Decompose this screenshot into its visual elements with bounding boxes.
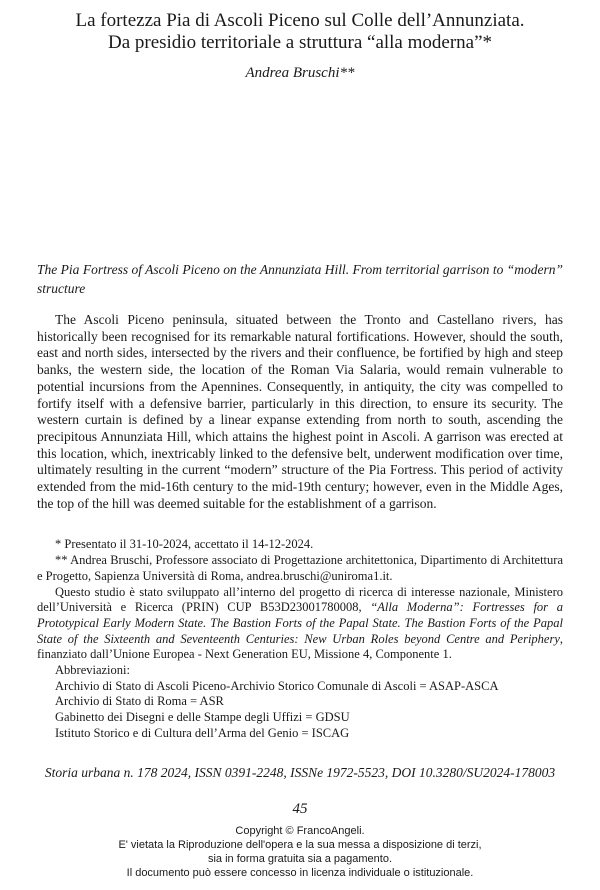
abstract-body-paragraph: The Ascoli Piceno peninsula, situated between the Tronto and Castellano rivers, has historically been recognised for its remarkable natural fortifications. However, should the south, east and north sides, intersected by the rivers and their confluence, be fortified by high and steep banks, the western side, the location of the Roman Via Salaria, would remain vulnerable to potential incursions from the Apennines. Consequently, in antiquity, the city was compelled to fortify itself with a defensive barrier, particularly in this direction, to ensure its security. The western curtain is defined by a linear expanse extending from north to south, ascending the precipitous Annunziata Hill, which attains the highest point in Ascoli. A garrison was erected at this location, which, inextricably linked to the defensive belt, underwent modification over time, ultimately resulting in the current “modern” structure of the Pia Fortress. This period of activity extended from the mid-16th century to the mid-19th century; however, even in the Middle Ages, the top of the hill was deemed suitable for the establishment of a garrison. (37, 312, 563, 511)
author-name: Andrea Bruschi** (245, 65, 355, 81)
page-number: 45 (292, 801, 308, 817)
footnote-study-funding (37, 585, 563, 664)
copyright-notice (0, 824, 600, 880)
copyright-line-2: E' vietata la Riproduzione dell'opera e la sua messa a disposizione di terzi, (118, 839, 482, 851)
abbreviation-item-gdsu: Gabinetto dei Disegni e delle Stampe degli Uffizi = GDSU (55, 710, 350, 725)
footnote-study-project-title: “Alla Moderna”: Fortresses for a Prototypical Early Modern State. The Bastion Forts of the Papal State. The Bastion Forts of the Papal State of the Sixteenth and Seventeenth Centuries: New Urban Roles beyond Centre and Periphery (37, 600, 563, 646)
article-title-line-1: La fortezza Pia di Ascoli Piceno sul Colle dell’Annunziata. (75, 10, 525, 31)
footnote-presented: * Presentato il 31-10-2024, accettato il 14-12-2024. (55, 537, 314, 552)
article-title-line-2: Da presidio territoriale a struttura “alla moderna”* (107, 31, 493, 53)
copyright-line-3: sia in forma gratuita sia a pagamento. (207, 853, 393, 865)
footnote-study-roman-1: Questo studio è stato sviluppato all’interno del progetto di ricerca di interesse nazionale, Ministero dell’Università e Ricerca (PRIN) CUP B53D23001780008, (37, 584, 563, 615)
footnote-study-roman-2: , finanziato dall’Unione Europea - Next Generation EU, Missione 4, Componente 1. (37, 631, 563, 662)
abbreviation-item-iscag: Istituto Storico e di Cultura dell’Arma del Genio = ISCAG (55, 725, 350, 740)
journal-info-line: Storia urbana n. 178 2024, ISSN 0391-2248, ISSNe 1972-5523, DOI 10.3280/SU2024-178003 (44, 765, 556, 780)
copyright-line-4: Il documento può essere concesso in licenza individuale o istituzionale. (126, 867, 474, 879)
copyright-line-1: Copyright © FrancoAngeli. (235, 825, 365, 837)
article-title (0, 0, 600, 53)
abbreviation-item-asap-asca: Archivio di Stato di Ascoli Piceno-Archivio Storico Comunale di Ascoli = ASAP-ASCA (55, 678, 499, 693)
footnote-author-affiliation: ** Andrea Bruschi, Professore associato di Progettazione architettonica, Dipartimento di Architettura e Progetto, Sapienza Università di Roma, andrea.bruschi@uniroma1.it. (37, 553, 563, 583)
abbreviation-item-asr: Archivio di Stato di Roma = ASR (55, 694, 224, 709)
abstract-title: The Pia Fortress of Ascoli Piceno on the Annunziata Hill. From territorial garrison to “modern” structure (37, 262, 563, 296)
abbreviations-label: Abbreviazioni: (55, 663, 130, 678)
footnotes-section (37, 537, 563, 741)
